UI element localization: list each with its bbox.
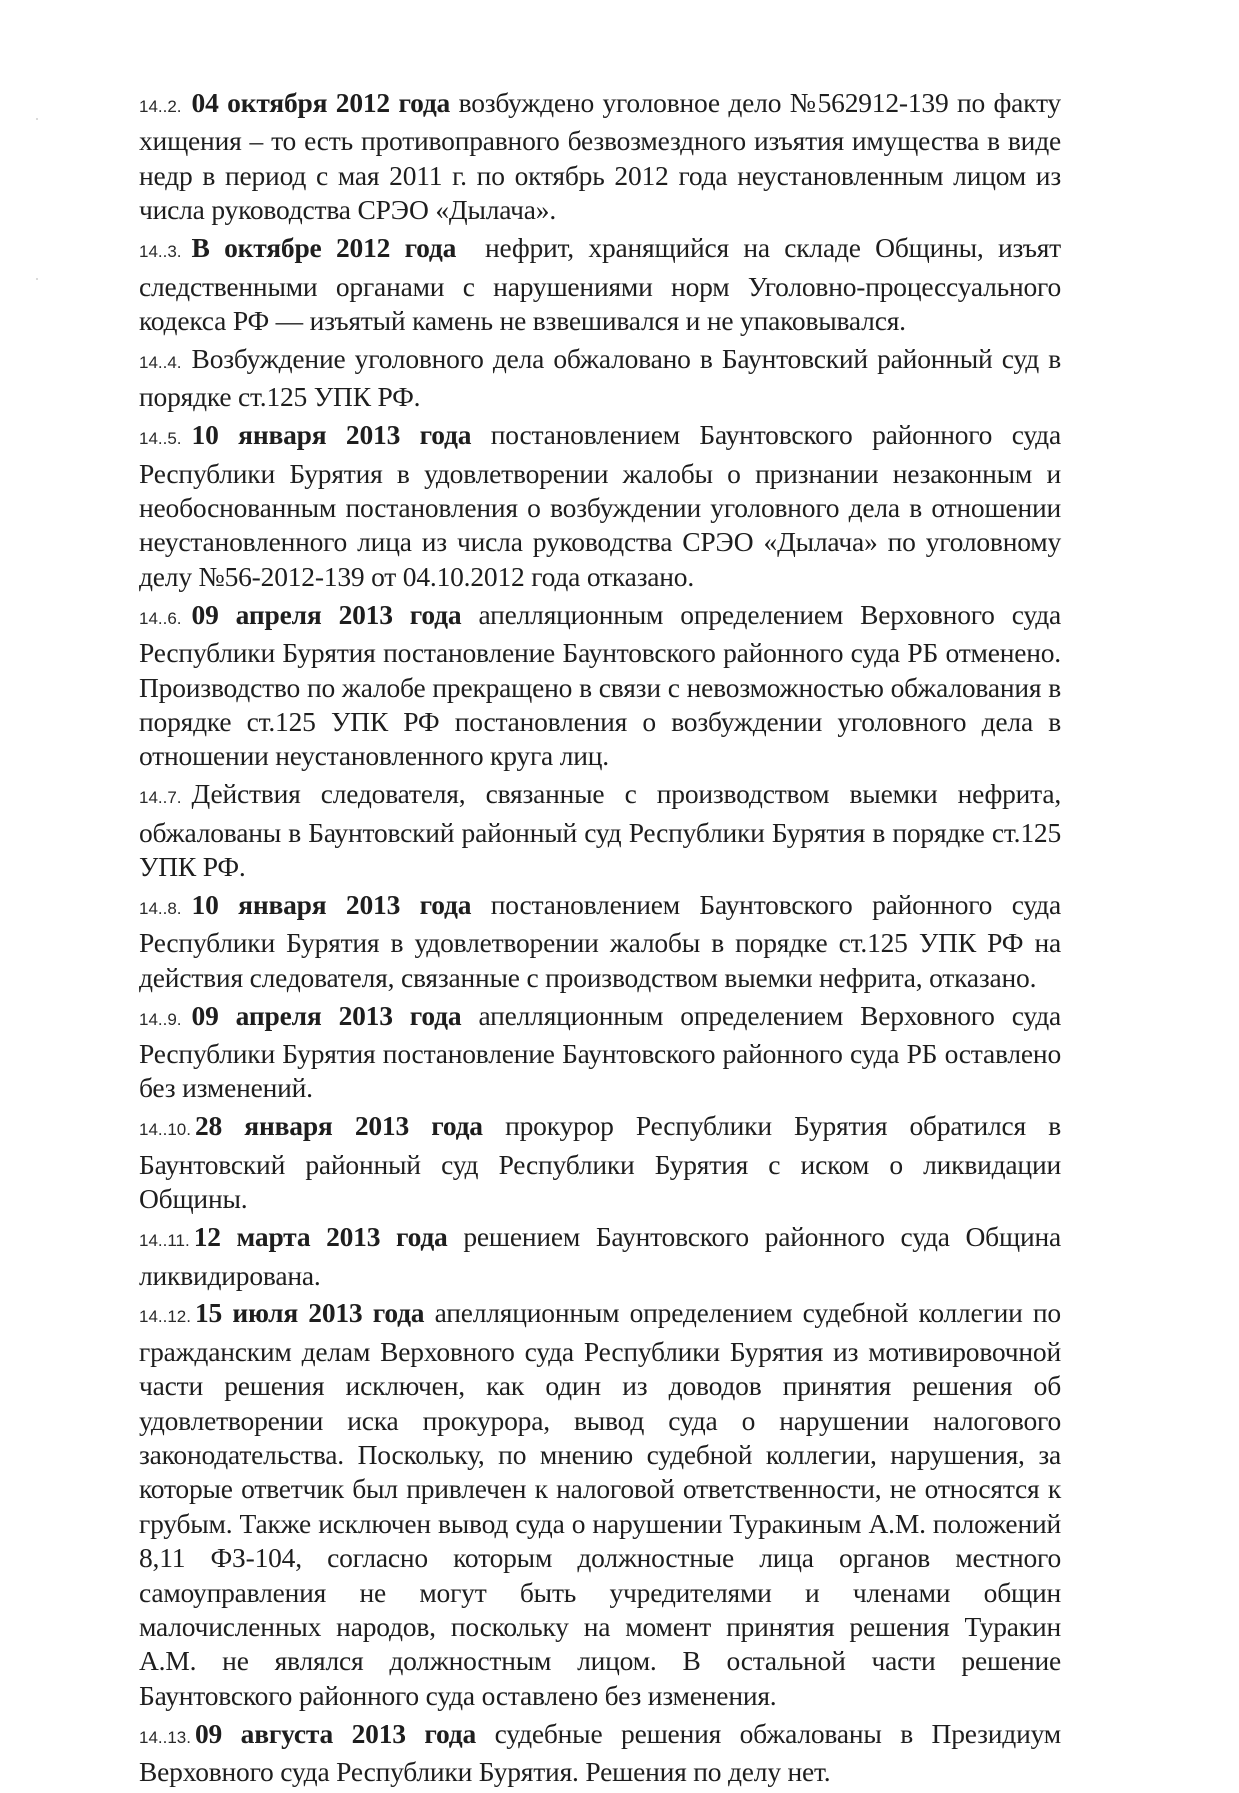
paragraph-14-4: [139, 342, 1061, 415]
paragraph-14-10: [139, 1109, 1061, 1216]
paragraph-14-3: [139, 231, 1061, 338]
paragraph-text: нефрит, хранящийся на складе Общины, изъят следственными органами с нарушениями норм Уголовно-процессуального кодекса РФ — изъятый камень не взвешивался и не упаковывался.: [139, 232, 1061, 336]
scan-speck: [36, 118, 38, 120]
paragraph-date: 15 июля 2013 года: [195, 1297, 425, 1329]
paragraph-14-12: [139, 1296, 1061, 1713]
paragraph-14-7: [139, 777, 1061, 884]
paragraph-number: 14..11.: [139, 1231, 190, 1251]
paragraph-date: 09 августа 2013 года: [195, 1717, 477, 1749]
paragraph-number: 14..6.: [139, 608, 182, 628]
paragraph-text: апелляционным определением Верховного суда Республики Бурятия постановление Баунтовского районного суда РБ оставлено без изменений.: [139, 999, 1061, 1104]
paragraph-date: 12 марта 2013 года: [193, 1221, 448, 1253]
paragraph-number: 14..3.: [139, 242, 182, 262]
paragraph-text: судебные решения обжалованы в Президиум Верховного суда Республики Бурятия. Решения по делу нет.: [139, 1717, 1061, 1788]
paragraph-number: 14..9.: [139, 1009, 182, 1029]
paragraph-text: возбуждено уголовное дело №562912-139 по факту хищения – то есть противоправного безвозмездного изъятия имущества в виде недр в период с мая 2011 г. по октябрь 2012 года неустановленным лицом из числа руководства СРЭО «Дылача».: [139, 87, 1061, 226]
paragraph-14-8: [139, 888, 1061, 995]
paragraph-date: В октябре 2012 года: [191, 232, 457, 264]
paragraph-number: 14..4.: [139, 352, 182, 372]
scan-speck: [36, 278, 38, 280]
paragraph-text: апелляционным определением судебной коллегии по гражданским делам Верховного суда Республики Бурятия из мотивировочной части решения исключен, как один из доводов принятия решения об удовлетворении иска прокурора, вывод суда о нарушении налогового законодательства. Поскольку, по мнению судебной коллегии, нарушения, за которые ответчик был привлечен к налоговой ответственности, не относятся к грубым. Также исключен вывод суда о нарушении Туракиным А.М. положений 8,11 ФЗ-104, согласно которым должностные лица органов местного самоуправления не могут быть учредителями и членами общин малочисленных народов, поскольку на момент принятия решения Туракин А.М. не являлся должностным лицом. В остальной части решение Баунтовского районного суда оставлено без изменения.: [139, 1297, 1061, 1711]
paragraph-number: 14..5.: [139, 429, 182, 449]
paragraph-number: 14..12.: [139, 1307, 191, 1327]
paragraph-number: 14..10.: [139, 1120, 191, 1140]
paragraph-number: 14..13.: [139, 1727, 191, 1747]
paragraph-14-11: [139, 1220, 1061, 1293]
paragraph-text: Возбуждение уголовного дела обжаловано в Баунтовский районный суд в порядке ст.125 УПК РФ.: [139, 342, 1061, 413]
paragraph-number: 14..2.: [139, 97, 182, 116]
paragraph-text: постановлением Баунтовского районного суда Республики Бурятия в удовлетворении жалобы в порядке ст.125 УПК РФ на действия следователя, связанные с производством выемки нефрита, отказано.: [139, 888, 1061, 993]
paragraph-number: 14..8.: [139, 898, 182, 918]
paragraph-date: 04 октября 2012 года: [191, 87, 451, 118]
paragraph-14-5: [139, 418, 1061, 594]
paragraph-date: 09 апреля 2013 года: [191, 999, 462, 1031]
paragraph-text: апелляционным определением Верховного суда Республики Бурятия постановление Баунтовского районного суда РБ отменено. Производство по жалобе прекращено в связи с невозможностью обжалования в порядке ст.125 УПК РФ постановления о возбуждении уголовного дела в отношении неустановленного круга лиц.: [139, 598, 1061, 772]
paragraph-14-2: [139, 86, 1061, 228]
paragraph-date: 10 января 2013 года: [191, 419, 472, 451]
paragraph-text: Действия следователя, связанные с производством выемки нефрита, обжалованы в Баунтовский районный суд Республики Бурятия в порядке ст.125 УПК РФ.: [139, 778, 1061, 883]
paragraph-text: прокурор Республики Бурятия обратился в Баунтовский районный суд Республики Бурятия с иском о ликвидации Общины.: [139, 1110, 1061, 1215]
paragraph-date: 10 января 2013 года: [191, 888, 472, 920]
paragraph-date: 09 апреля 2013 года: [191, 598, 462, 630]
paragraph-14-6: [139, 598, 1061, 774]
document-page: [139, 86, 1061, 1793]
paragraph-14-9: [139, 999, 1061, 1106]
paragraph-number: 14..7.: [139, 788, 182, 808]
paragraph-text: решением Баунтовского районного суда Община ликвидирована.: [139, 1221, 1061, 1291]
paragraph-date: 28 января 2013 года: [195, 1110, 483, 1142]
paragraph-14-13: [139, 1717, 1061, 1790]
paragraph-text: постановлением Баунтовского районного суда Республики Бурятия в удовлетворении жалобы о признании незаконным и необоснованным постановления о возбуждении уголовного дела в отношении неустановленного лица из числа руководства СРЭО «Дылача» по уголовному делу №56-2012-139 от 04.10.2012 года отказано.: [139, 419, 1061, 592]
